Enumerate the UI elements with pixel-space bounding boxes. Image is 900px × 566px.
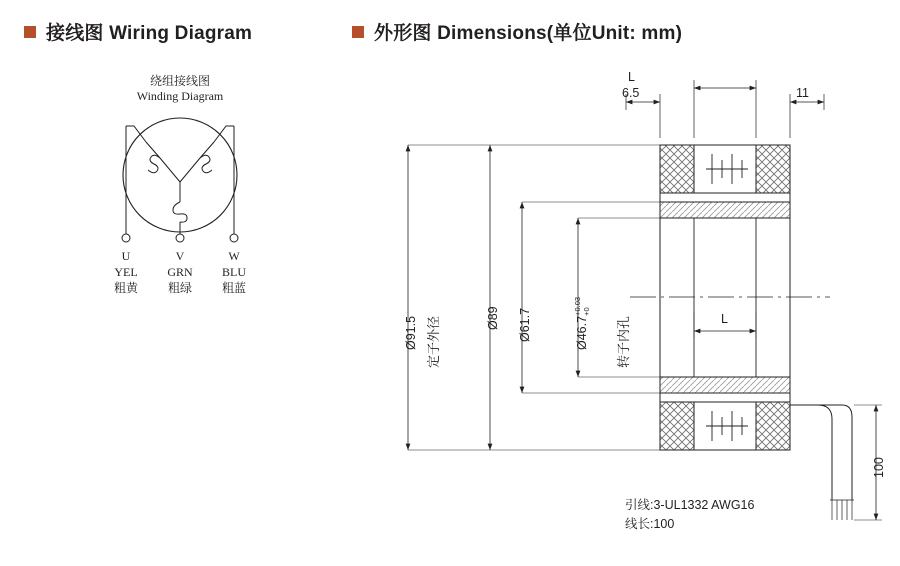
lead-label-u — [98, 248, 154, 296]
section-header-dimensions — [352, 18, 682, 45]
dim-label-rotor-bore — [574, 297, 591, 350]
lead-label-w — [206, 248, 262, 296]
lead-phase: W — [228, 249, 240, 263]
lead-color-code: YEL — [114, 265, 138, 279]
lead-color-cn: 粗绿 — [167, 281, 192, 295]
section-title: 外形图 Dimensions(单位Unit: mm) — [374, 23, 683, 44]
dim-label-L-inner: L — [721, 312, 728, 326]
section-title: 接线图 Wiring Diagram — [46, 23, 253, 44]
section-header-wiring — [24, 18, 252, 45]
note-lead-length: 线长:100 — [625, 517, 675, 531]
lead-color-code: GRN — [167, 265, 193, 279]
winding-caption-en: Winding Diagram — [136, 89, 224, 103]
dim-label-diameter-61-7: Ø61.7 — [518, 307, 532, 342]
section-marker-icon — [24, 26, 36, 38]
dim-label-diameter-89: Ø89 — [486, 306, 500, 330]
lead-label-v — [152, 248, 208, 296]
dimension-drawing-svg — [330, 50, 890, 560]
dimension-drawing — [330, 50, 890, 560]
lead-color-cn: 粗黄 — [113, 281, 138, 295]
lead-color-cn: 粗蓝 — [221, 281, 246, 295]
lead-phase: V — [175, 249, 185, 263]
dim-note-rotor-bore: 转子内孔 — [616, 315, 631, 368]
wiring-diagram — [60, 70, 300, 330]
dim-label-6-5: 6.5 — [622, 86, 640, 100]
lead-color-code: BLU — [222, 265, 246, 279]
dim-label-rotor-bore-tolerance: +0.03 +0 — [573, 296, 591, 316]
section-marker-icon — [352, 26, 364, 38]
dim-label-11: 11 — [796, 86, 809, 100]
note-lead-spec: 引线:3-UL1332 AWG16 — [625, 498, 755, 512]
dim-label-rotor-bore-value: Ø46.7 — [574, 315, 589, 350]
dim-note-stator-outer-diameter: 定子外径 — [426, 315, 441, 368]
winding-caption-cn: 绕组接线图 — [149, 74, 210, 88]
dim-label-lead-length-100: 100 — [872, 457, 886, 478]
lead-phase: U — [121, 249, 131, 263]
dim-label-L-top: L — [628, 70, 635, 84]
dim-label-outer-diameter-91-5: Ø91.5 — [404, 315, 418, 350]
